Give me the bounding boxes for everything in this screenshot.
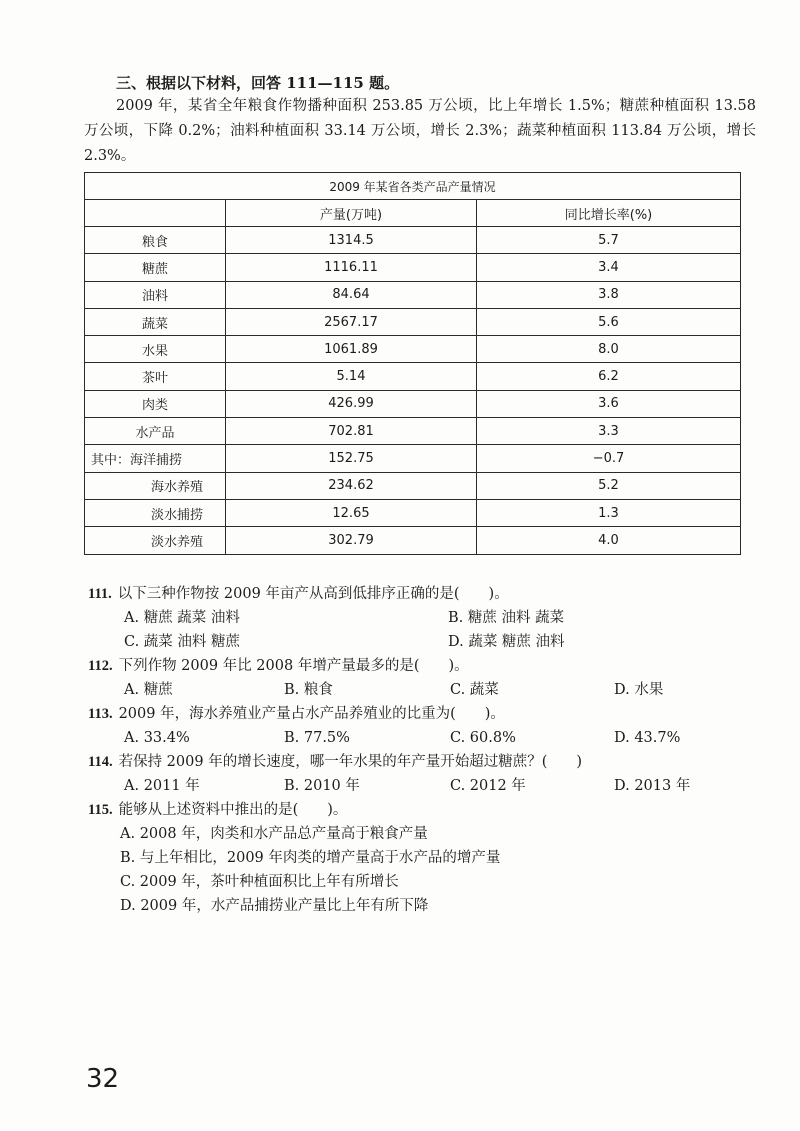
output-value: 1116.11 — [226, 254, 477, 281]
table-row — [85, 363, 741, 390]
table-row — [85, 418, 741, 445]
row-label: 淡水捕捞 — [85, 499, 226, 526]
option-b: B. 粮食 — [284, 682, 333, 698]
table-title-row — [85, 173, 741, 200]
option-row — [88, 678, 756, 702]
question-number: 113. — [88, 706, 113, 722]
row-label: 粮食 — [85, 227, 226, 254]
option-b: B. 糖蔗 油料 蔬菜 — [448, 610, 565, 626]
intro-paragraph — [84, 94, 756, 169]
growth-value: 5.7 — [477, 227, 741, 254]
option-row — [88, 630, 756, 654]
growth-value: 3.4 — [477, 254, 741, 281]
row-label: 茶叶 — [85, 363, 226, 390]
output-value: 12.65 — [226, 499, 477, 526]
option-d: D. 蔬菜 糖蔗 油料 — [448, 634, 565, 650]
row-label: 淡水养殖 — [85, 527, 226, 554]
page-number: 32 — [86, 1064, 120, 1094]
table-row — [85, 227, 741, 254]
output-value: 302.79 — [226, 527, 477, 554]
question-112 — [88, 654, 756, 702]
growth-value: 4.0 — [477, 527, 741, 554]
option-c: C. 蔬菜 油料 糖蔗 — [124, 634, 241, 650]
option-d: D. 2013 年 — [614, 778, 691, 794]
question-text: 能够从上述资料中推出的是( )。 — [118, 802, 348, 818]
output-value: 2567.17 — [226, 308, 477, 335]
row-label: 油料 — [85, 281, 226, 308]
question-113 — [88, 702, 756, 750]
column-header-growth: 同比增长率(%) — [477, 200, 741, 227]
table-row — [85, 445, 741, 472]
option-a: A. 2008 年，肉类和水产品总产量高于粮食产量 — [120, 826, 428, 842]
question-text: 以下三种作物按 2009 年亩产从高到低排序正确的是( )。 — [117, 586, 509, 602]
growth-value: 3.3 — [477, 418, 741, 445]
question-list — [88, 582, 756, 918]
option-b: B. 2010 年 — [284, 778, 360, 794]
growth-value: 3.6 — [477, 390, 741, 417]
table-row — [85, 499, 741, 526]
output-value: 426.99 — [226, 390, 477, 417]
option-b: B. 77.5% — [284, 730, 350, 746]
column-header-output: 产量(万吨) — [226, 200, 477, 227]
output-value: 1061.89 — [226, 336, 477, 363]
row-label: 其中：海洋捕捞 — [85, 445, 226, 472]
output-value: 84.64 — [226, 281, 477, 308]
row-label: 水果 — [85, 336, 226, 363]
section-heading: 三、根据以下材料，回答 111—115 题。 — [116, 74, 400, 92]
growth-value: 5.2 — [477, 472, 741, 499]
row-label: 肉类 — [85, 390, 226, 417]
output-value: 234.62 — [226, 472, 477, 499]
option-row — [88, 606, 756, 630]
option-d: D. 水果 — [614, 682, 664, 698]
option-c: C. 60.8% — [450, 730, 516, 746]
question-111 — [88, 582, 756, 654]
intro-text: 2009 年，某省全年粮食作物播种面积 253.85 万公顷，比上年增长 1.5%；糖蔗种植面积 13.58 万公顷，下降 0.2%；油料种植面积 33.14 万公顷，增长 2.3%；蔬菜种植面积 113.84 万公顷，增长 2.3%。 — [84, 98, 756, 164]
table-row — [85, 308, 741, 335]
question-number: 115. — [88, 802, 113, 818]
option-a: A. 糖蔗 蔬菜 油料 — [124, 610, 240, 626]
output-value: 5.14 — [226, 363, 477, 390]
question-114 — [88, 750, 756, 798]
row-label: 海水养殖 — [85, 472, 226, 499]
option-c: C. 2009 年，茶叶种植面积比上年有所增长 — [120, 874, 399, 890]
option-a: A. 33.4% — [124, 730, 190, 746]
row-label: 水产品 — [85, 418, 226, 445]
table-header-row — [85, 200, 741, 227]
growth-value: 6.2 — [477, 363, 741, 390]
column-header-item — [85, 200, 226, 227]
table-row — [85, 254, 741, 281]
option-c: C. 蔬菜 — [450, 682, 499, 698]
growth-value: 1.3 — [477, 499, 741, 526]
option-d: D. 2009 年，水产品捕捞业产量比上年有所下降 — [120, 898, 429, 914]
table-row — [85, 472, 741, 499]
option-row — [88, 774, 756, 798]
table-row — [85, 527, 741, 554]
option-a: A. 糖蔗 — [124, 682, 173, 698]
output-value: 152.75 — [226, 445, 477, 472]
option-row — [88, 726, 756, 750]
question-text: 2009 年，海水养殖业产量占水产品养殖业的比重为( )。 — [118, 706, 505, 722]
growth-value: 3.8 — [477, 281, 741, 308]
table-row — [85, 281, 741, 308]
output-value: 702.81 — [226, 418, 477, 445]
question-number: 111. — [88, 586, 112, 602]
option-b: B. 与上年相比，2009 年肉类的增产量高于水产品的增产量 — [120, 850, 501, 866]
growth-value: 8.0 — [477, 336, 741, 363]
table-title: 2009 年某省各类产品产量情况 — [85, 173, 741, 200]
table-row — [85, 390, 741, 417]
question-number: 114. — [88, 754, 113, 770]
option-d: D. 43.7% — [614, 730, 681, 746]
question-115 — [88, 798, 756, 918]
question-number: 112. — [88, 658, 113, 674]
table-row — [85, 336, 741, 363]
option-c: C. 2012 年 — [450, 778, 526, 794]
question-text: 下列作物 2009 年比 2008 年增产量最多的是( )。 — [118, 658, 469, 674]
output-value: 1314.5 — [226, 227, 477, 254]
row-label: 蔬菜 — [85, 308, 226, 335]
row-label: 糖蔗 — [85, 254, 226, 281]
growth-value: −0.7 — [477, 445, 741, 472]
option-a: A. 2011 年 — [124, 778, 200, 794]
growth-value: 5.6 — [477, 308, 741, 335]
question-text: 若保持 2009 年的增长速度，哪一年水果的年产量开始超过糖蔗？( ) — [118, 754, 583, 770]
product-output-table — [84, 172, 741, 555]
